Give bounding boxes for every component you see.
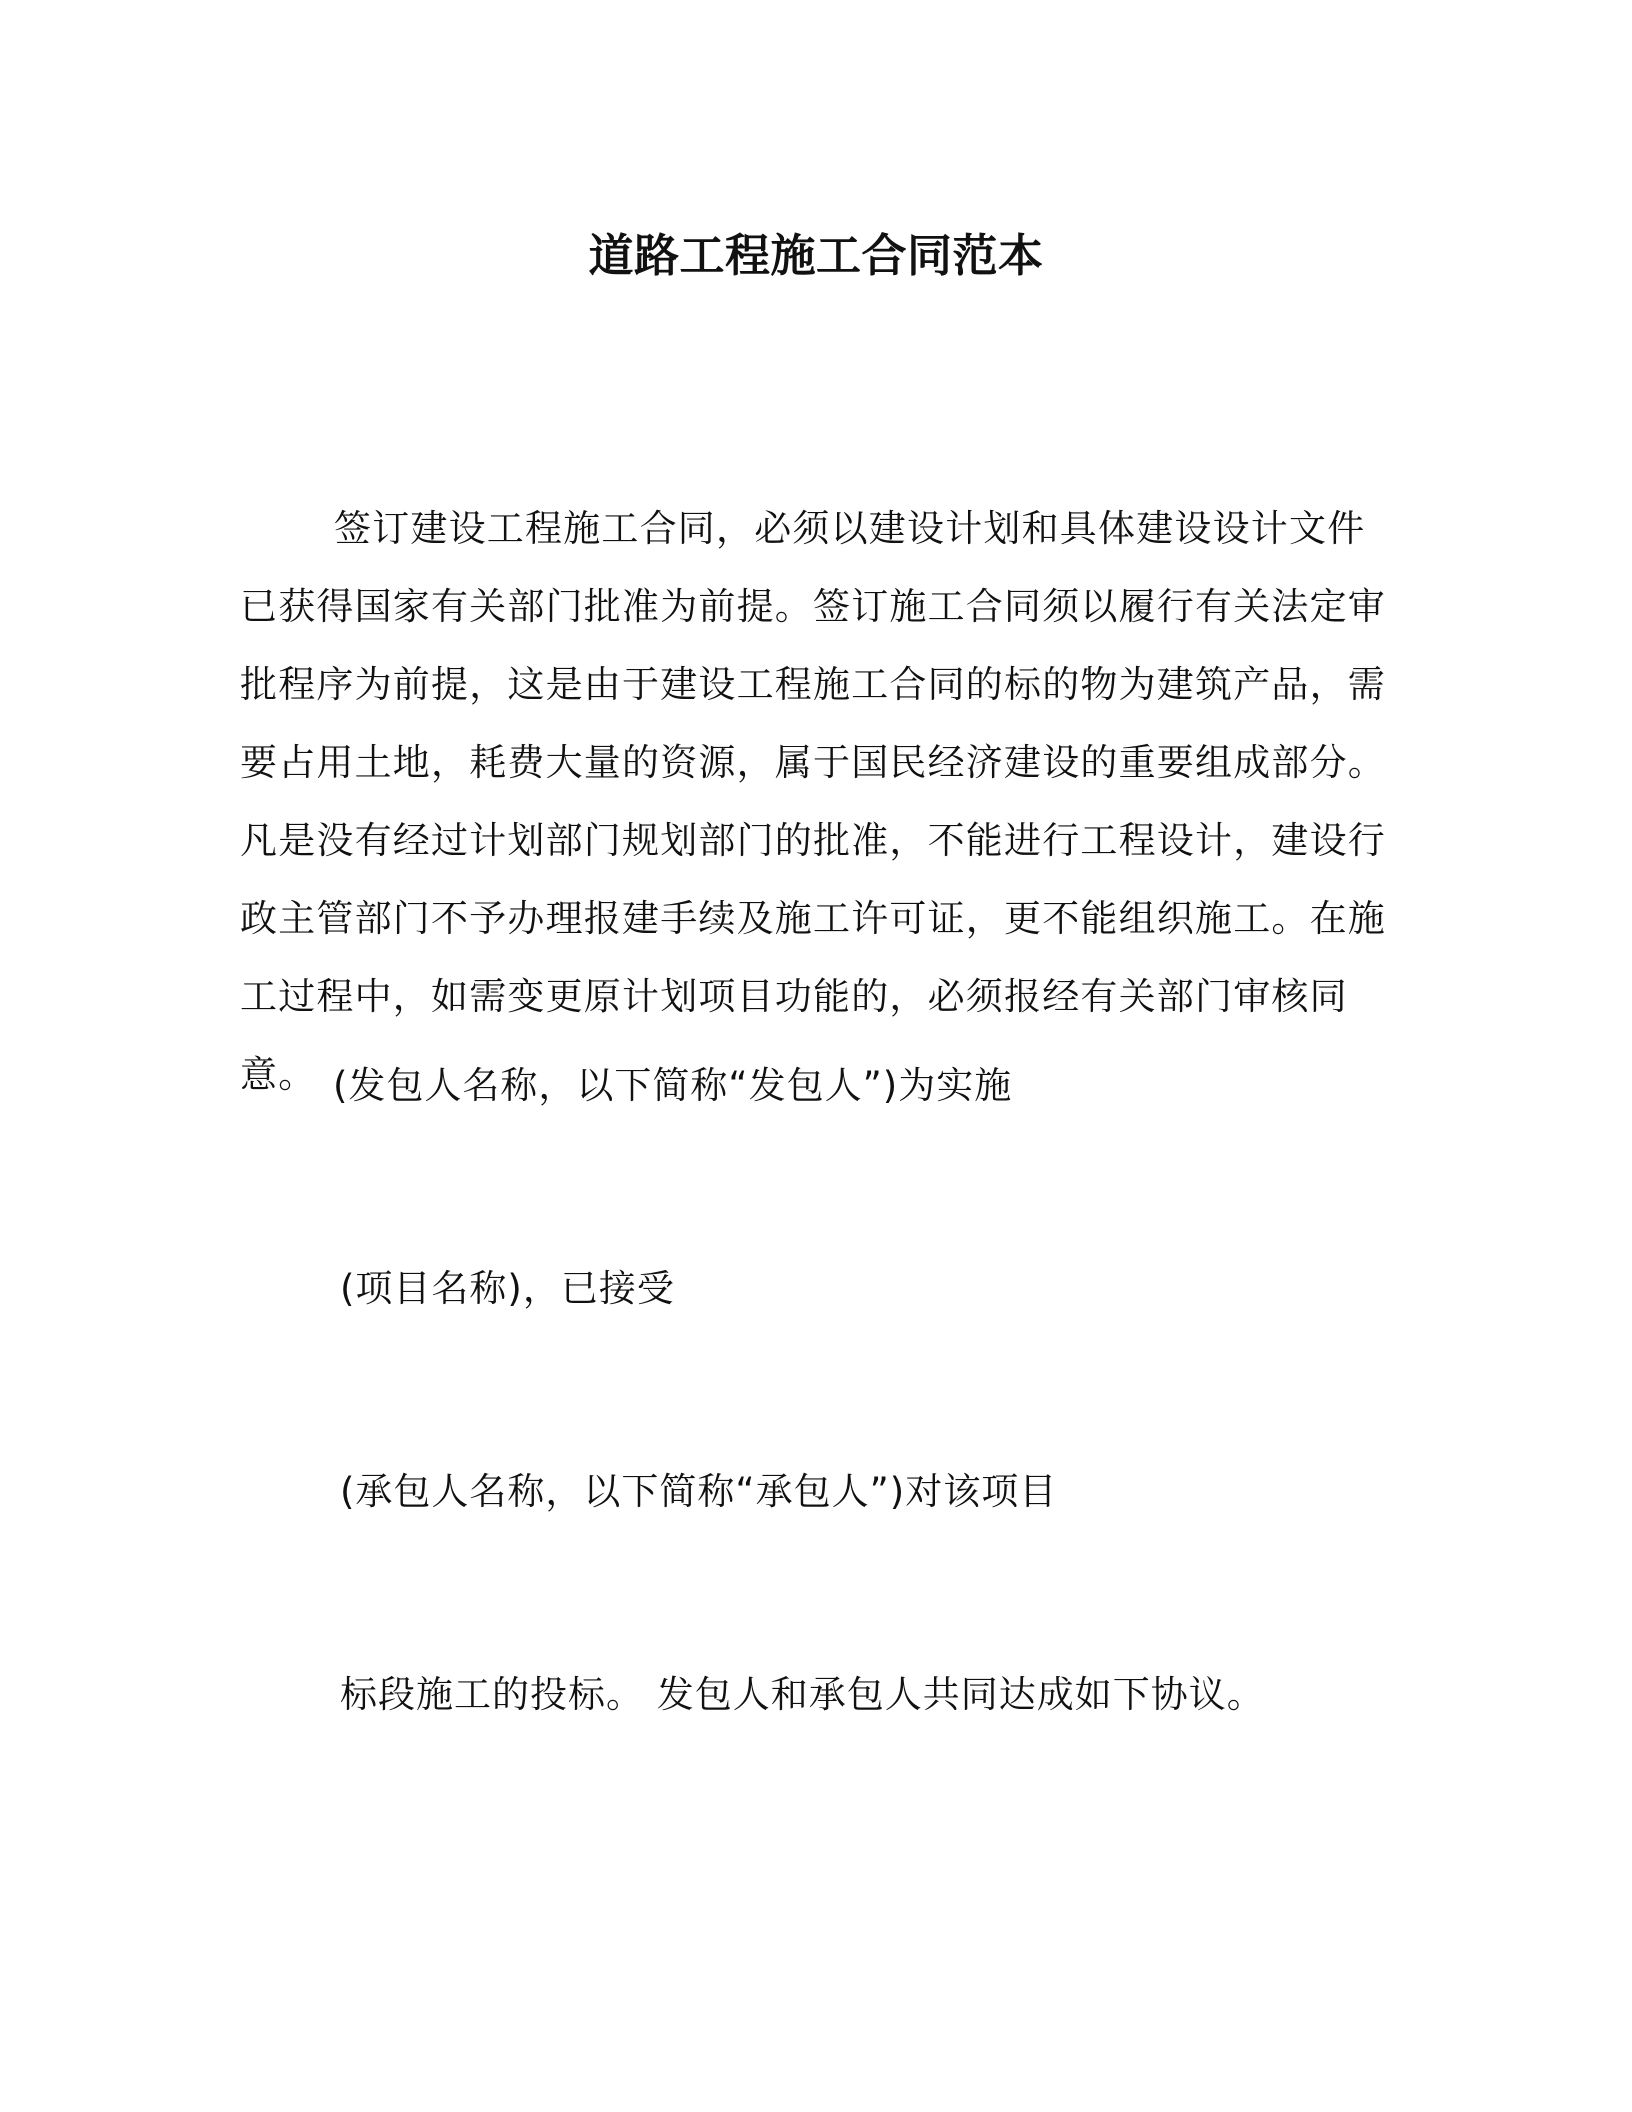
agreement-clause: 标段施工的投标。 发包人和承包人共同达成如下协议。 xyxy=(340,1673,1265,1716)
document-title: 道路工程施工合同范本 xyxy=(588,229,1044,282)
contractor-clause: (承包人名称，以下简称“承包人”)对该项目 xyxy=(340,1470,1058,1513)
employer-clause: (发包人名称，以下简称“发包人”)为实施 xyxy=(333,1064,1013,1107)
project-clause: (项目名称)，已接受 xyxy=(340,1267,675,1310)
intro-paragraph: 签订建设工程施工合同，必须以建设计划和具体建设设计文件已获得国家有关部门批准为前提。签订施工合同须以履行有关法定审批程序为前提，这是由于建设工程施工合同的标的物为建筑产品，需要占用土地，耗费大量的资源，属于国民经济建设的重要组成部分。凡是没有经过计划部门规划部门的批准，不能进行工程设计，建设行政主管部门不予办理报建手续及施工许可证，更不能组织施工。在施工过程中，如需变更原计划项目功能的，必须报经有关部门审核同意。 xyxy=(240,507,1386,1096)
